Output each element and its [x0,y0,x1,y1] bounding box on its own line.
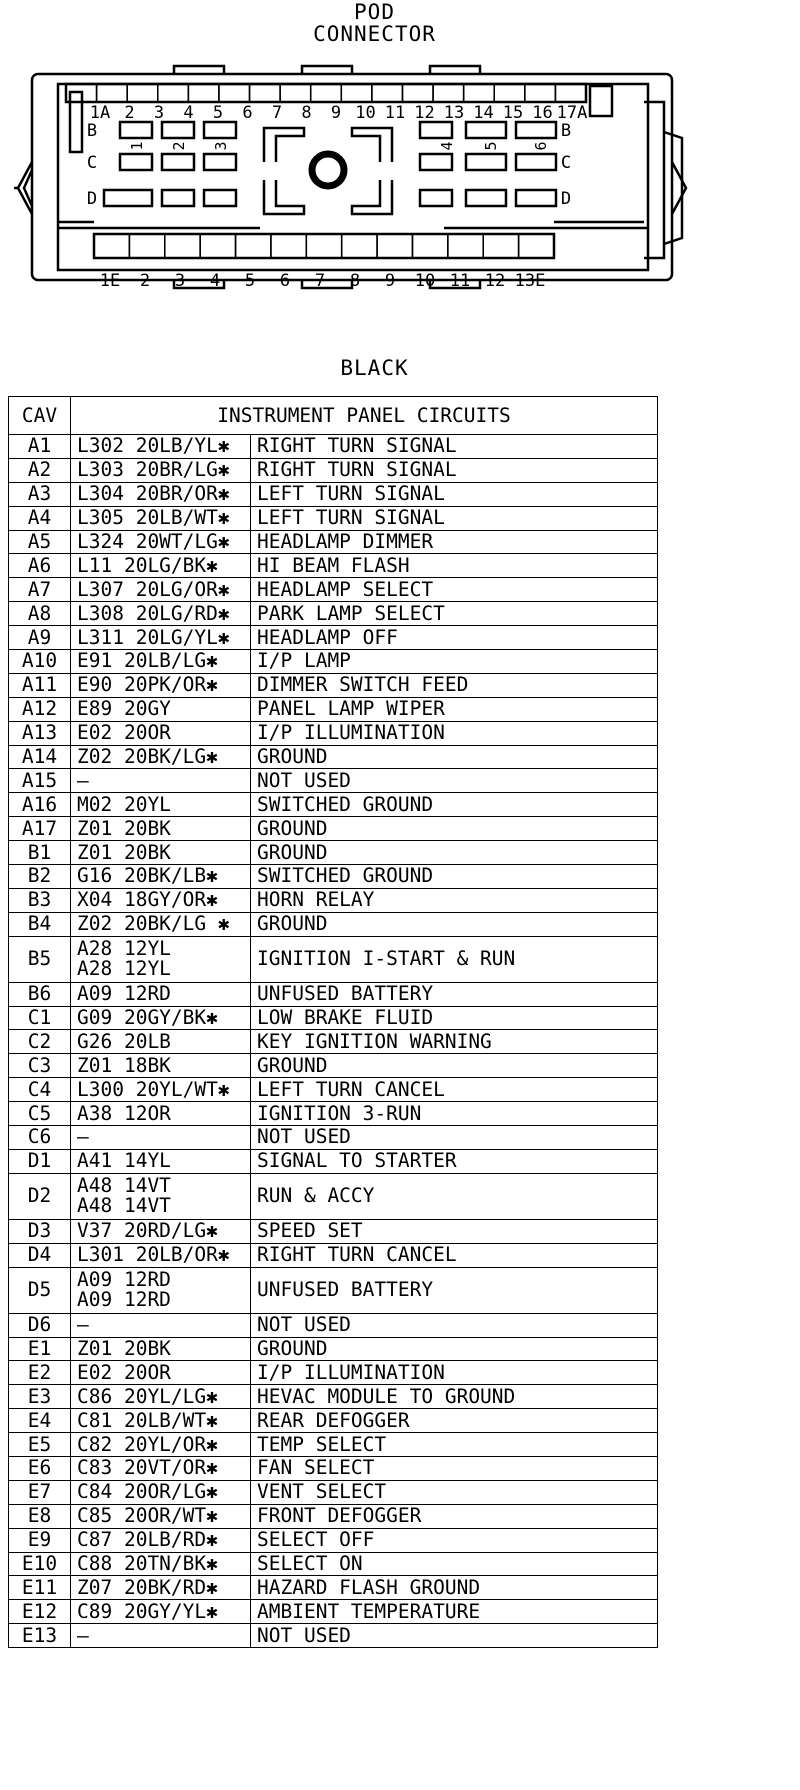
circuit-function: SELECT ON [251,1552,658,1576]
table-row [9,1385,658,1409]
wire-code: Z07 20BK/RD✱ [71,1576,251,1600]
circuit-function: HEVAC MODULE TO GROUND [251,1385,658,1409]
table-row [9,1126,658,1150]
table-row [9,841,658,865]
cavity-id: A3 [9,482,71,506]
wire-code: G16 20BK/LB✱ [71,865,251,889]
circuit-function: RIGHT TURN SIGNAL [251,458,658,482]
top-pin-label: 4 [183,103,194,123]
cavity-id: C6 [9,1126,71,1150]
wire-code: A09 12RD [71,982,251,1006]
bottom-pin-cell [448,234,483,258]
wire-code: L302 20LB/YL✱ [71,435,251,459]
top-pin-cell [525,84,556,102]
wire-code: E02 20OR [71,1361,251,1385]
wire-code: C82 20YL/OR✱ [71,1433,251,1457]
wire-code-line: A28 12YL [77,937,171,961]
cavity-id: C5 [9,1102,71,1126]
cavity-id: C2 [9,1030,71,1054]
wire-code: L324 20WT/LG✱ [71,530,251,554]
wire-code: C86 20YL/LG✱ [71,1385,251,1409]
wire-code: — [71,769,251,793]
cavity-number: 2 [170,141,188,151]
wire-code: Z01 20BK [71,841,251,865]
cavity-id: B6 [9,982,71,1006]
bottom-pin-cell [377,234,412,258]
cavity-id: D4 [9,1243,71,1267]
cavity-id: A16 [9,793,71,817]
bottom-pin-cell [94,234,129,258]
wire-code: L300 20YL/WT✱ [71,1078,251,1102]
table-row [9,1576,658,1600]
bottom-pin-cell [271,234,306,258]
top-pin-label: 1A [89,103,111,123]
cavity-id: E1 [9,1337,71,1361]
bottom-pin-label: 6 [279,271,291,291]
circuit-function: TEMP SELECT [251,1433,658,1457]
cavity-id: D6 [9,1313,71,1337]
top-pin-label: 7 [271,103,283,123]
circuit-function: GROUND [251,1337,658,1361]
connector-color-label: BLACK [340,356,409,380]
circuit-function: IGNITION I-START & RUN [251,936,658,982]
bottom-pin-label: 9 [384,271,396,291]
wire-code: M02 20YL [71,793,251,817]
cavity-id: B1 [9,841,71,865]
bottom-pin-cell [519,234,554,258]
top-pin-label: 12 [414,103,435,123]
table-row [9,1078,658,1102]
circuit-function: NOT USED [251,769,658,793]
bottom-pin-label: 8 [349,271,361,291]
cavity-id: E8 [9,1504,71,1528]
top-pin-label: 3 [153,103,165,123]
circuit-function: NOT USED [251,1624,658,1648]
top-pin-cell [219,84,250,102]
cavity-id: E4 [9,1409,71,1433]
wire-code: G09 20GY/BK✱ [71,1006,251,1030]
wire-code: — [71,1126,251,1150]
table-row [9,1243,658,1267]
circuit-function: HEADLAMP DIMMER [251,530,658,554]
cavity-id: E11 [9,1576,71,1600]
circuit-function: GROUND [251,912,658,936]
circuit-function: RIGHT TURN SIGNAL [251,435,658,459]
wire-code: A38 12OR [71,1102,251,1126]
top-pin-cell [280,84,311,102]
cavity-id: A12 [9,697,71,721]
circuit-function: I/P ILLUMINATION [251,1361,658,1385]
top-pin-label: 2 [124,103,135,123]
wire-code: V37 20RD/LG✱ [71,1219,251,1243]
table-row [9,1054,658,1078]
bottom-pin-label: 1E [99,271,121,291]
cavity-id: E3 [9,1385,71,1409]
top-pin-cell [433,84,464,102]
table-row [9,530,658,554]
circuit-function: PARK LAMP SELECT [251,602,658,626]
top-pin-label: 8 [301,103,312,123]
circuit-function: LOW BRAKE FLUID [251,1006,658,1030]
wire-code: L311 20LG/YL✱ [71,626,251,650]
pod-connector-diagram [14,62,734,324]
table-row [9,1456,658,1480]
cavity-id: C4 [9,1078,71,1102]
wire-code-line: A09 12RD [77,1268,171,1292]
table-header-row [9,397,658,435]
circuit-function: I/P LAMP [251,650,658,674]
table-row [9,554,658,578]
bottom-pin-cell [342,234,377,258]
circuits-column-header: INSTRUMENT PANEL CIRCUITS [71,397,658,435]
cavity-id: A5 [9,530,71,554]
cavity-id: A11 [9,673,71,697]
circuit-function: PANEL LAMP WIPER [251,697,658,721]
table-row [9,1030,658,1054]
circuit-function: SIGNAL TO STARTER [251,1149,658,1173]
circuit-function: FRONT DEFOGGER [251,1504,658,1528]
circuit-table-body [9,435,658,1648]
wire-code: L304 20BR/OR✱ [71,482,251,506]
wire-code: E02 20OR [71,721,251,745]
circuit-function: LEFT TURN SIGNAL [251,506,658,530]
table-row [9,1504,658,1528]
row-letter-left: B [86,121,98,141]
table-row [9,626,658,650]
bottom-pin-cell [306,234,341,258]
top-pin-cell [127,84,158,102]
wire-code: C88 20TN/BK✱ [71,1552,251,1576]
table-row [9,1409,658,1433]
bottom-pin-label: 13E [514,271,546,291]
cavity-id: E12 [9,1600,71,1624]
circuit-function: VENT SELECT [251,1480,658,1504]
circuit-function: SWITCHED GROUND [251,793,658,817]
bottom-pin-label: 11 [449,271,471,291]
wire-code: C81 20LB/WT✱ [71,1409,251,1433]
wire-code: Z02 20BK/LG ✱ [71,912,251,936]
table-row [9,1267,658,1313]
top-pin-cell [341,84,372,102]
cavity-id: E6 [9,1456,71,1480]
cavity-id: E9 [9,1528,71,1552]
bottom-terminal-strip [94,234,554,258]
circuit-function: LEFT TURN CANCEL [251,1078,658,1102]
wire-code-line: A09 12RD [77,1288,171,1312]
circuit-function: UNFUSED BATTERY [251,982,658,1006]
wire-code: Z02 20BK/LG✱ [71,745,251,769]
bottom-pin-cell [129,234,164,258]
table-row [9,602,658,626]
top-pin-cell [372,84,403,102]
cavity-id: D1 [9,1149,71,1173]
circuit-function: HEADLAMP OFF [251,626,658,650]
cavity-id: A6 [9,554,71,578]
top-pin-label: 17A [556,103,588,123]
cavity-id: B5 [9,936,71,982]
wire-code: — [71,1624,251,1648]
cavity-number: 5 [482,141,500,151]
bottom-pin-cell [200,234,235,258]
cavity-id: D3 [9,1219,71,1243]
diagram-title-line2: CONNECTOR [313,22,436,46]
table-row [9,435,658,459]
circuit-function: HEADLAMP SELECT [251,578,658,602]
top-pin-label: 6 [242,103,253,123]
bottom-pin-cell [483,234,518,258]
table-row [9,673,658,697]
cavity-number: 3 [212,141,230,151]
table-row [9,482,658,506]
wire-code: X04 18GY/OR✱ [71,888,251,912]
wire-code: L305 20LB/WT✱ [71,506,251,530]
table-row [9,1552,658,1576]
row-letter-right: B [560,121,572,141]
bottom-pin-cell [165,234,200,258]
connector-center-post [312,154,344,186]
table-row [9,982,658,1006]
circuit-function: RUN & ACCY [251,1173,658,1219]
cavity-id: E7 [9,1480,71,1504]
table-row [9,697,658,721]
cavity-id: E5 [9,1433,71,1457]
top-pin-label: 15 [502,103,524,123]
bottom-pin-label: 12 [484,271,506,291]
circuit-function: GROUND [251,817,658,841]
circuit-function: SPEED SET [251,1219,658,1243]
top-pin-cell [250,84,281,102]
wire-code: C87 20LB/RD✱ [71,1528,251,1552]
cavity-id: A9 [9,626,71,650]
circuit-function: HAZARD FLASH GROUND [251,1576,658,1600]
wire-code: Z01 20BK [71,817,251,841]
top-pin-cell [158,84,189,102]
circuit-function: REAR DEFOGGER [251,1409,658,1433]
cavity-id: A2 [9,458,71,482]
top-pin-label: 16 [532,103,553,123]
cav-column-header: CAV [9,397,71,435]
wire-code [71,936,251,982]
circuit-function: I/P ILLUMINATION [251,721,658,745]
table-row [9,458,658,482]
cavity-id: C1 [9,1006,71,1030]
top-pin-cell [311,84,342,102]
wire-code: L308 20LG/RD✱ [71,602,251,626]
diagram-title-line1: POD [354,0,395,24]
wire-code: E90 20PK/OR✱ [71,673,251,697]
wire-code: C83 20VT/OR✱ [71,1456,251,1480]
table-row [9,1528,658,1552]
circuit-function: SELECT OFF [251,1528,658,1552]
table-row [9,1006,658,1030]
wire-code: C89 20GY/YL✱ [71,1600,251,1624]
wire-code [71,1267,251,1313]
circuit-function: HI BEAM FLASH [251,554,658,578]
cavity-id: A17 [9,817,71,841]
row-letter-right: D [560,189,572,209]
table-row [9,650,658,674]
circuit-function: SWITCHED GROUND [251,865,658,889]
wire-code: E89 20GY [71,697,251,721]
circuit-function: NOT USED [251,1313,658,1337]
circuit-function: FAN SELECT [251,1456,658,1480]
circuit-function: UNFUSED BATTERY [251,1267,658,1313]
cavity-number: 4 [438,141,456,151]
wire-code: C84 20OR/LG✱ [71,1480,251,1504]
table-row [9,865,658,889]
table-row [9,1361,658,1385]
cavity-id: C3 [9,1054,71,1078]
table-row [9,1102,658,1126]
circuit-function: HORN RELAY [251,888,658,912]
circuit-table [8,396,658,1648]
circuit-function: GROUND [251,1054,658,1078]
cavity-number: 6 [532,141,550,151]
bottom-pin-cell [412,234,447,258]
bottom-pin-label: 2 [139,271,151,291]
top-pin-cell [188,84,219,102]
wire-code: Z01 18BK [71,1054,251,1078]
cavity-id: E10 [9,1552,71,1576]
cavity-id: A15 [9,769,71,793]
top-pin-label: 5 [212,103,224,123]
table-row [9,793,658,817]
top-pin-cell [555,84,586,102]
cavity-id: A4 [9,506,71,530]
cavity-id: B3 [9,888,71,912]
table-row [9,1219,658,1243]
circuit-function: DIMMER SWITCH FEED [251,673,658,697]
top-pin-cell [494,84,525,102]
bottom-pin-label: 7 [314,271,326,291]
table-row [9,817,658,841]
wire-code: C85 20OR/WT✱ [71,1504,251,1528]
table-row [9,1337,658,1361]
wire-code: A41 14YL [71,1149,251,1173]
top-pin-cell [464,84,495,102]
top-pin-label: 14 [473,103,494,123]
circuit-function: AMBIENT TEMPERATURE [251,1600,658,1624]
wire-code: L301 20LB/OR✱ [71,1243,251,1267]
table-row [9,888,658,912]
table-row [9,506,658,530]
circuit-function: NOT USED [251,1126,658,1150]
cavity-number: 1 [128,141,146,151]
cavity-id: B4 [9,912,71,936]
row-letter-left: C [86,153,98,173]
table-row [9,1480,658,1504]
bottom-pin-label: 10 [414,271,436,291]
wire-code [71,1173,251,1219]
wire-code-line: A48 14VT [77,1194,171,1218]
wire-code: Z01 20BK [71,1337,251,1361]
table-row [9,721,658,745]
bottom-pin-label: 3 [174,271,186,291]
wire-code: L307 20LG/OR✱ [71,578,251,602]
wire-code: L11 20LG/BK✱ [71,554,251,578]
table-row [9,912,658,936]
cavity-id: A14 [9,745,71,769]
cavity-id: A8 [9,602,71,626]
top-pin-cell [402,84,433,102]
table-row [9,769,658,793]
wire-code: L303 20BR/LG✱ [71,458,251,482]
circuit-function: GROUND [251,745,658,769]
circuit-function: KEY IGNITION WARNING [251,1030,658,1054]
cavity-id: D2 [9,1173,71,1219]
wire-code: — [71,1313,251,1337]
table-row [9,1149,658,1173]
table-row [9,1313,658,1337]
cavity-id: E2 [9,1361,71,1385]
cavity-id: A10 [9,650,71,674]
table-row [9,1600,658,1624]
cavity-id: B2 [9,865,71,889]
bottom-pin-label: 4 [209,271,221,291]
top-pin-label: 9 [330,103,342,123]
top-pin-label: 10 [355,103,376,123]
table-row [9,1173,658,1219]
cavity-id: A7 [9,578,71,602]
table-row [9,578,658,602]
cavity-id: A1 [9,435,71,459]
cavity-id: D5 [9,1267,71,1313]
circuit-function: IGNITION 3-RUN [251,1102,658,1126]
top-pin-cell [97,84,128,102]
circuit-function: RIGHT TURN CANCEL [251,1243,658,1267]
table-row [9,936,658,982]
row-letter-left: D [86,189,98,209]
bottom-pin-label: 5 [244,271,256,291]
wire-code: G26 20LB [71,1030,251,1054]
table-row [9,1624,658,1648]
circuit-function: GROUND [251,841,658,865]
cavity-id: A13 [9,721,71,745]
wire-code-line: A28 12YL [77,957,171,981]
wire-code-line: A48 14VT [77,1174,171,1198]
bottom-pin-cell [236,234,271,258]
table-row [9,1433,658,1457]
circuit-function: LEFT TURN SIGNAL [251,482,658,506]
row-letter-right: C [560,153,572,173]
top-pin-label: 13 [443,103,465,123]
top-pin-label: 11 [384,103,406,123]
table-row [9,745,658,769]
wire-code: E91 20LB/LG✱ [71,650,251,674]
cavity-id: E13 [9,1624,71,1648]
